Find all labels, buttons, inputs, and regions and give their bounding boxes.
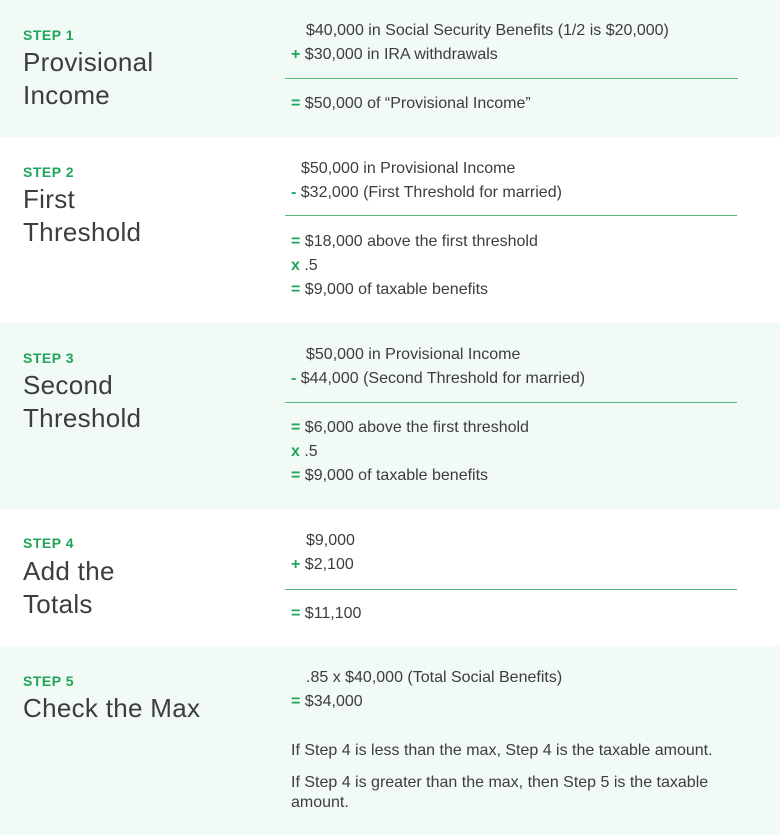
divider-line bbox=[285, 215, 737, 216]
divider-line bbox=[285, 402, 737, 403]
step-5-line-2 bbox=[291, 692, 363, 712]
operator: x bbox=[291, 257, 300, 274]
step-1-line-1 bbox=[306, 21, 669, 41]
line-text: $34,000 bbox=[304, 693, 363, 710]
step-3-result-1 bbox=[291, 418, 529, 438]
step-2-label: STEP 2 bbox=[23, 164, 74, 180]
step-3-section bbox=[0, 323, 780, 509]
step-2-section bbox=[0, 137, 780, 323]
step-5-note-2: If Step 4 is greater than the max, then Step 5 is the taxable amount. bbox=[291, 774, 709, 811]
step-3-title-line-2: Threshold bbox=[23, 403, 142, 433]
step-5-line-1 bbox=[306, 668, 562, 688]
step-2-result-1 bbox=[291, 232, 538, 252]
step-4-title bbox=[23, 555, 115, 621]
step-4-line-1 bbox=[306, 531, 355, 551]
operator: + bbox=[291, 46, 301, 63]
step-1-result bbox=[291, 94, 531, 114]
line-text: .85 x $40,000 (Total Social Benefits) bbox=[306, 669, 563, 686]
step-4-result bbox=[291, 604, 361, 624]
step-3-line-2 bbox=[291, 369, 585, 389]
step-1-title-line-2: Income bbox=[23, 80, 111, 110]
step-2-result-2 bbox=[291, 256, 318, 276]
step-3-line-1 bbox=[306, 345, 520, 365]
step-3-result-2 bbox=[291, 442, 318, 462]
step-1-title bbox=[23, 46, 153, 112]
step-1-section bbox=[0, 0, 780, 137]
operator: = bbox=[291, 95, 301, 112]
step-5-title-line-1: Check the Max bbox=[23, 693, 201, 723]
step-3-title-line-1: Second bbox=[23, 370, 113, 400]
line-text: $6,000 above the first threshold bbox=[304, 419, 529, 436]
operator: = bbox=[291, 281, 301, 298]
line-text: $50,000 in Provisional Income bbox=[306, 346, 521, 363]
line-text: $9,000 of taxable benefits bbox=[304, 467, 489, 484]
step-3-label: STEP 3 bbox=[23, 350, 74, 366]
step-2-line-1 bbox=[301, 159, 515, 179]
step-2-result-3 bbox=[291, 280, 488, 300]
line-text: $18,000 above the first threshold bbox=[304, 233, 538, 250]
divider-line bbox=[285, 78, 738, 79]
step-2-line-2 bbox=[291, 183, 562, 203]
line-text: $40,000 in Social Security Benefits (1/2 is $20,000) bbox=[306, 22, 669, 39]
step-2-title-line-2: Threshold bbox=[23, 217, 142, 247]
step-2-title-line-1: First bbox=[23, 184, 76, 214]
step-4-title-line-1: Add the bbox=[23, 556, 115, 586]
step-1-line-2 bbox=[291, 45, 498, 65]
line-text: $9,000 of taxable benefits bbox=[304, 281, 489, 298]
operator: = bbox=[291, 605, 301, 622]
step-4-label: STEP 4 bbox=[23, 535, 74, 551]
step-3-result-3 bbox=[291, 466, 488, 486]
operator: = bbox=[291, 467, 301, 484]
line-text: $44,000 (Second Threshold for married) bbox=[300, 370, 586, 387]
step-4-title-line-2: Totals bbox=[23, 589, 93, 619]
step-1-label: STEP 1 bbox=[23, 27, 74, 43]
step-2-title bbox=[23, 183, 141, 249]
line-text: $2,100 bbox=[304, 556, 354, 573]
step-4-section bbox=[0, 509, 780, 646]
step-5-title bbox=[23, 692, 200, 725]
operator: - bbox=[291, 184, 297, 201]
line-text: $11,100 bbox=[304, 605, 362, 622]
line-text: .5 bbox=[304, 257, 318, 274]
step-5-section bbox=[0, 646, 780, 835]
operator: + bbox=[291, 556, 301, 573]
step-3-title bbox=[23, 369, 141, 435]
line-text: $30,000 in IRA withdrawals bbox=[304, 46, 498, 63]
operator: = bbox=[291, 233, 301, 250]
operator: = bbox=[291, 693, 301, 710]
line-text: $50,000 of “Provisional Income” bbox=[304, 95, 531, 112]
step-1-title-line-1: Provisional bbox=[23, 47, 154, 77]
line-text: .5 bbox=[304, 443, 318, 460]
step-4-line-2 bbox=[291, 555, 354, 575]
step-5-label: STEP 5 bbox=[23, 673, 74, 689]
line-text: $50,000 in Provisional Income bbox=[301, 160, 516, 177]
operator: - bbox=[291, 370, 297, 387]
line-text: $9,000 bbox=[306, 532, 355, 549]
operator: x bbox=[291, 443, 300, 460]
line-text: $32,000 (First Threshold for married) bbox=[300, 184, 562, 201]
operator: = bbox=[291, 419, 301, 436]
step-5-note-1: If Step 4 is less than the max, Step 4 is the taxable amount. bbox=[291, 742, 713, 759]
divider-line bbox=[285, 589, 737, 590]
